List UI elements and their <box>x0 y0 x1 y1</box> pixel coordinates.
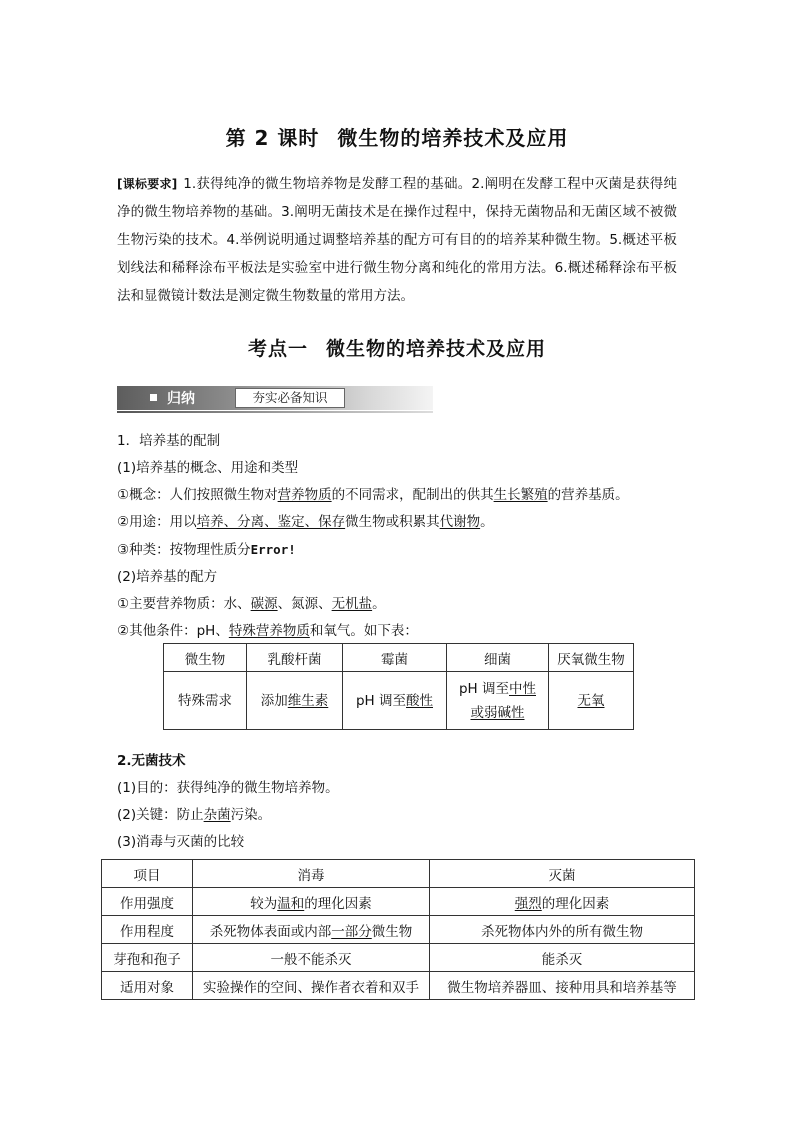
table-row <box>164 672 634 730</box>
banner-label: 归纳 <box>167 391 195 407</box>
concept-line: ①概念：人们按照微生物对营养物质的不同需求，配制出的供其生长繁殖的营养基质。 <box>117 487 629 503</box>
table-cell: pH 调至中性 或弱碱性 <box>447 672 549 730</box>
table-cell: 特殊需求 <box>164 672 247 730</box>
other-conditions-line: ②其他条件：pH、特殊营养物质和氧气。如下表： <box>117 623 418 639</box>
table-row <box>102 944 695 972</box>
table-cell: 无氧 <box>549 672 634 730</box>
banner-box: 夯实必备知识 <box>235 388 345 408</box>
table-header-cell: 厌氧微生物 <box>549 644 634 672</box>
kind-line: ③种类：按物理性质分Error! <box>117 542 296 558</box>
section-topic: 微生物的培养技术及应用 <box>326 338 547 360</box>
table-header-cell: 消毒 <box>193 860 430 888</box>
purpose-line: (1)目的：获得纯净的微生物培养物。 <box>117 780 339 796</box>
part1-title: 1．培养基的配制 <box>117 433 221 449</box>
main-nutrients-line: ①主要营养物质：水、碳源、氮源、无机盐。 <box>117 596 386 612</box>
medium-requirements-table <box>163 643 634 730</box>
part1-sub1: (1)培养基的概念、用途和类型 <box>117 460 299 476</box>
table-cell: 较为温和的理化因素 <box>193 888 430 916</box>
disinfection-sterilization-table <box>101 859 695 1000</box>
table-row <box>102 888 695 916</box>
table-row <box>102 916 695 944</box>
lesson-number: 第 2 课时 <box>225 126 320 150</box>
table-cell: 一般不能杀灭 <box>193 944 430 972</box>
error-text: Error! <box>250 542 296 557</box>
table-cell: 杀死物体表面或内部一部分微生物 <box>193 916 430 944</box>
part2-content <box>117 748 697 856</box>
table-cell: 作用程度 <box>102 916 193 944</box>
square-bullet-icon <box>150 394 157 401</box>
table-row <box>102 860 695 888</box>
table-header-cell: 霉菌 <box>343 644 447 672</box>
table-row <box>164 644 634 672</box>
lesson-topic: 微生物的培养技术及应用 <box>337 126 569 150</box>
part2-title: 2.无菌技术 <box>117 753 186 769</box>
table-cell: 添加维生素 <box>247 672 343 730</box>
table-cell: 芽孢和孢子 <box>102 944 193 972</box>
table-header-cell: 乳酸杆菌 <box>247 644 343 672</box>
summary-banner <box>117 386 433 410</box>
section-heading <box>0 334 794 361</box>
table-cell: 能杀灭 <box>430 944 695 972</box>
table-header-cell: 细菌 <box>447 644 549 672</box>
banner-underline <box>117 411 433 413</box>
table-header-cell: 项目 <box>102 860 193 888</box>
table-cell: 杀死物体内外的所有微生物 <box>430 916 695 944</box>
table-cell: 强烈的理化因素 <box>430 888 695 916</box>
table-cell: pH 调至酸性 <box>343 672 447 730</box>
part1-sub2: (2)培养基的配方 <box>117 569 218 585</box>
table-row <box>102 972 695 1000</box>
use-line: ②用途：用以培养、分离、鉴定、保存微生物或积累其代谢物。 <box>117 514 494 530</box>
table-header-cell: 微生物 <box>164 644 247 672</box>
section-label: 考点一 <box>247 338 308 360</box>
lesson-title <box>0 122 794 151</box>
table-cell: 微生物培养器皿、接种用具和培养基等 <box>430 972 695 1000</box>
table-cell: 适用对象 <box>102 972 193 1000</box>
table-cell: 作用强度 <box>102 888 193 916</box>
table-header-cell: 灭菌 <box>430 860 695 888</box>
curriculum-requirements <box>117 170 677 310</box>
key-line: (2)关键：防止杂菌污染。 <box>117 807 272 823</box>
requirements-text: 1.获得纯净的微生物培养物是发酵工程的基础。2.阐明在发酵工程中灭菌是获得纯净的微生物培养物的基础。3.阐明无菌技术是在操作过程中，保持无菌物品和无菌区域不被微生物污染的技术。4.举例说明通过调整培养基的配方可有目的的培养某种微生物。5.概述平板划线法和稀释涂布平板法是实验室中进行微生物分离和纯化的常用方法。6.概述稀释涂布平板法和显微镜计数法是测定微生物数量的常用方法。 <box>117 176 677 304</box>
requirements-tag: [课标要求] <box>117 177 178 191</box>
part1-content <box>117 428 697 645</box>
table-cell: 实验操作的空间、操作者衣着和双手 <box>193 972 430 1000</box>
compare-line: (3)消毒与灭菌的比较 <box>117 834 245 850</box>
